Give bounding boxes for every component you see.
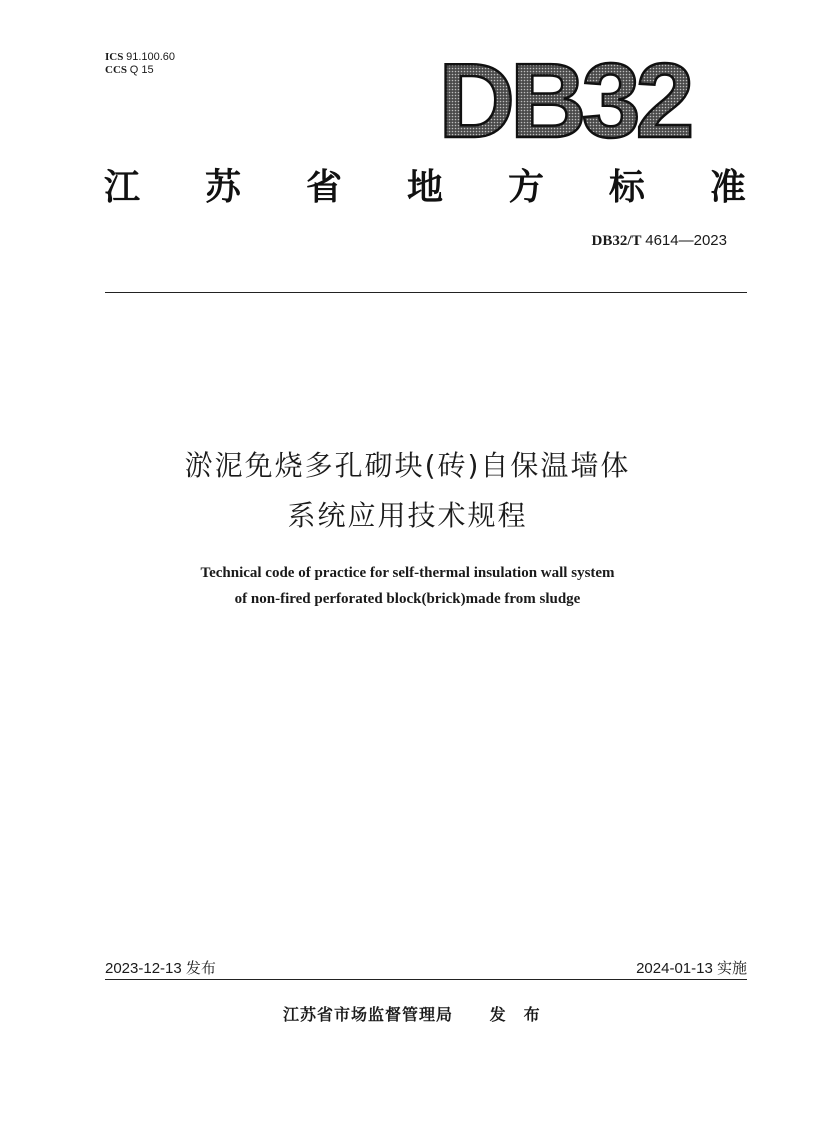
- title-char: 准: [709, 166, 746, 208]
- issuing-authority: [283, 1002, 558, 1025]
- issue-action: 发布: [489, 1005, 558, 1024]
- standard-code-prefix: DB32/T: [591, 233, 642, 249]
- title-char: 地: [406, 166, 443, 208]
- english-title-line-2: of non-fired perforated block(brick)made from sludge: [234, 591, 581, 607]
- english-title-line-1: Technical code of practice for self-thermal insulation wall system: [200, 565, 615, 581]
- ccs-label: CCS: [105, 64, 128, 76]
- implement-date: 2024-01-13: [636, 960, 713, 977]
- classification-codes: [105, 51, 175, 77]
- issuer-name: 江苏省市场监督管理局: [283, 1005, 454, 1024]
- standard-type-title: [104, 158, 746, 210]
- bottom-divider: [105, 979, 747, 980]
- chinese-title-line-2: 系统应用技术规程: [287, 499, 528, 532]
- publish-date-block: [105, 957, 216, 978]
- standard-code-number: 4614—2023: [645, 232, 727, 249]
- ics-label: ICS: [105, 51, 124, 63]
- ccs-value: Q 15: [129, 64, 154, 76]
- title-char: 标: [608, 166, 645, 208]
- title-char: 苏: [204, 166, 241, 208]
- top-divider: [105, 292, 747, 293]
- publish-label: 发布: [185, 959, 216, 977]
- chinese-title-line-1: 淤泥免烧多孔砌块(砖)自保温墙体: [184, 449, 631, 482]
- implement-label: 实施: [716, 959, 747, 977]
- implement-date-block: [636, 957, 747, 978]
- ics-line: [105, 51, 175, 64]
- db32-logo-text: DB32: [438, 52, 690, 144]
- standard-code: [591, 232, 727, 250]
- title-char: 江: [104, 166, 141, 208]
- db32-logo-mark: [430, 52, 698, 144]
- title-char: 方: [507, 166, 544, 208]
- publish-date: 2023-12-13: [105, 960, 182, 977]
- title-char: 省: [305, 166, 342, 208]
- ics-value: 91.100.60: [126, 51, 176, 63]
- ccs-line: [105, 64, 175, 77]
